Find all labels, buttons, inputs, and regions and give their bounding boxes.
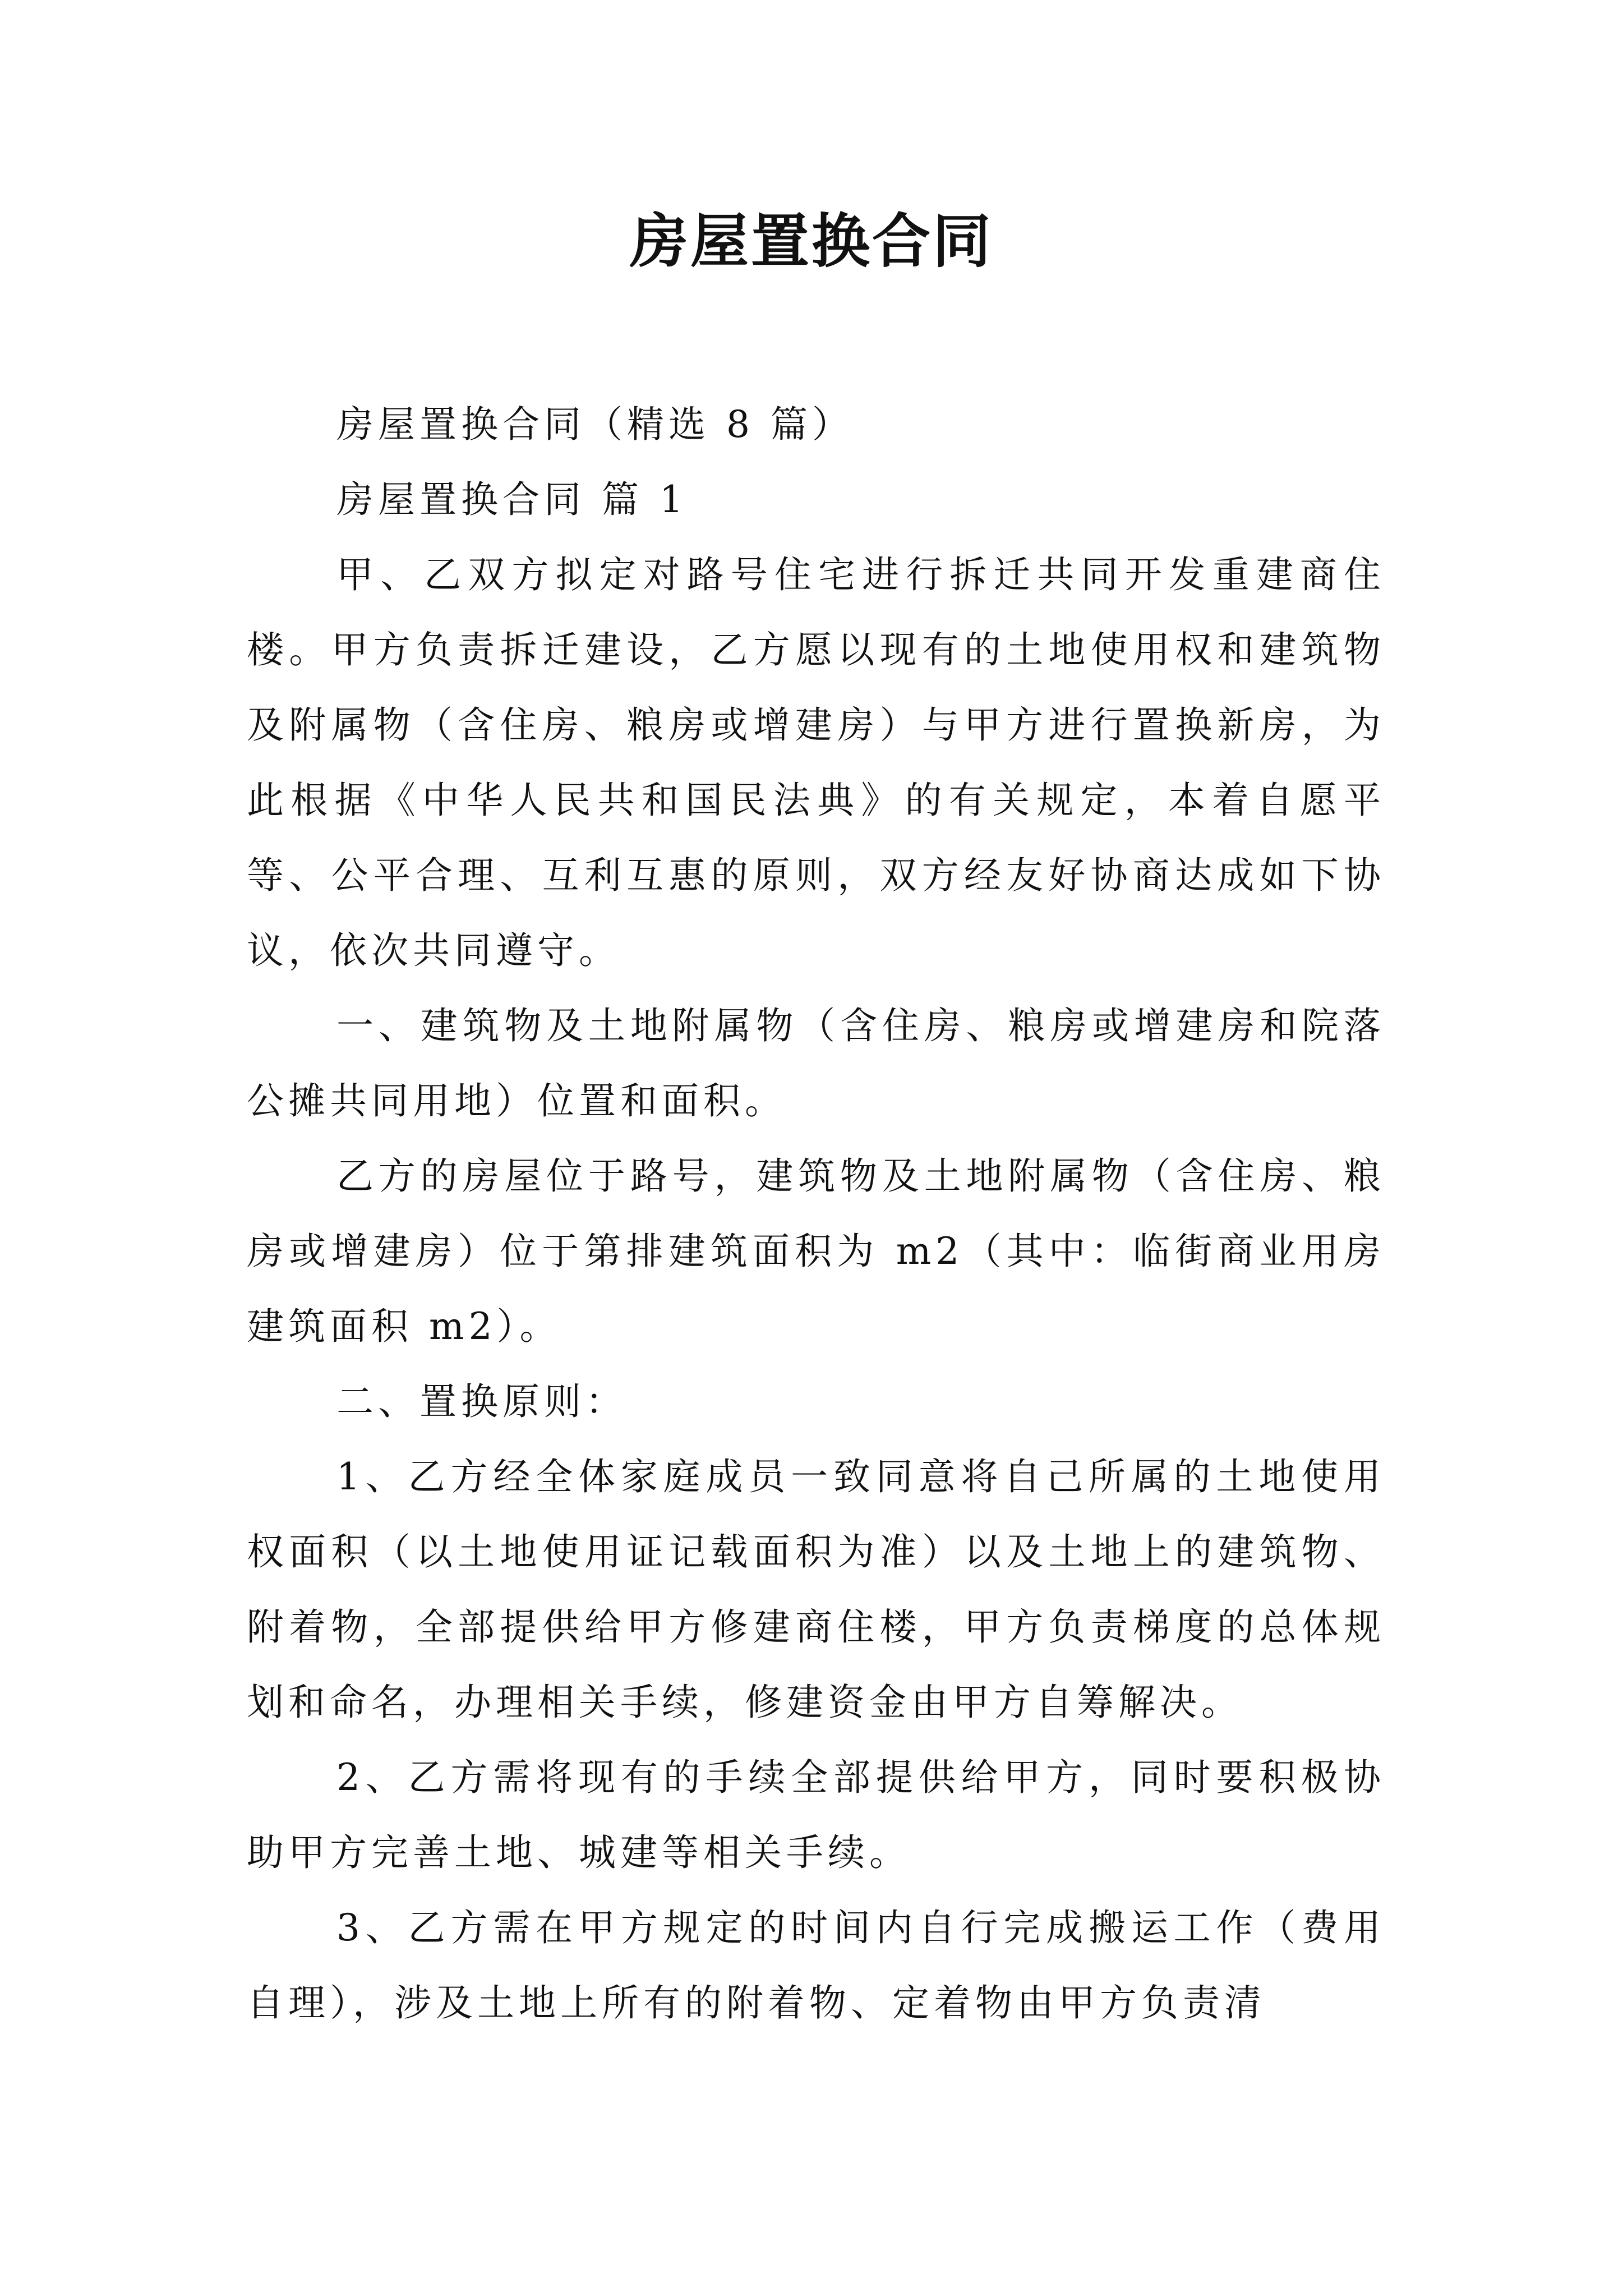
paragraph-location-area: 乙方的房屋位于路号，建筑物及土地附属物（含住房、粮房或增建房）位于第排建筑面积为 m2（其中：临街商业用房建筑面积 m2）。 — [247, 1154, 1385, 1348]
paragraph-subtitle: 房屋置换合同（精选 8 篇） — [336, 403, 854, 446]
paragraph-item-3: 3、乙方需在甲方规定的时间内自行完成搬运工作（费用自理），涉及土地上所有的附着物、定着物由甲方负责清 — [247, 1906, 1385, 2024]
paragraph-intro: 甲、乙双方拟定对路号住宅进行拆迁共同开发重建商住楼。甲方负责拆迁建设，乙方愿以现有的土地使用权和建筑物及附属物（含住房、粮房或增建房）与甲方进行置换新房，为此根据《中华人民共和国民法典》的有关规定，本着自愿平等、公平合理、互利互惠的原则，双方经友好协商达成如下协议，依次共同遵守。 — [247, 553, 1385, 972]
paragraph-item-1: 1、乙方经全体家庭成员一致同意将自己所属的土地使用权面积（以土地使用证记载面积为准）以及土地上的建筑物、附着物，全部提供给甲方修建商住楼，甲方负责梯度的总体规划和命名，办理相关手续，修建资金由甲方自筹解决。 — [247, 1455, 1385, 1724]
document-body — [247, 387, 1385, 2041]
paragraph-section-heading: 房屋置换合同 篇 1 — [336, 478, 688, 521]
document-title: 房屋置换合同 — [629, 206, 993, 275]
paragraph-clause-1-heading: 一、建筑物及土地附属物（含住房、粮房或增建房和院落公摊共同用地）位置和面积。 — [247, 1004, 1385, 1122]
paragraph-item-2: 2、乙方需将现有的手续全部提供给甲方，同时要积极协助甲方完善土地、城建等相关手续。 — [247, 1756, 1385, 1874]
paragraph-clause-2-heading: 二、置换原则： — [336, 1380, 627, 1423]
